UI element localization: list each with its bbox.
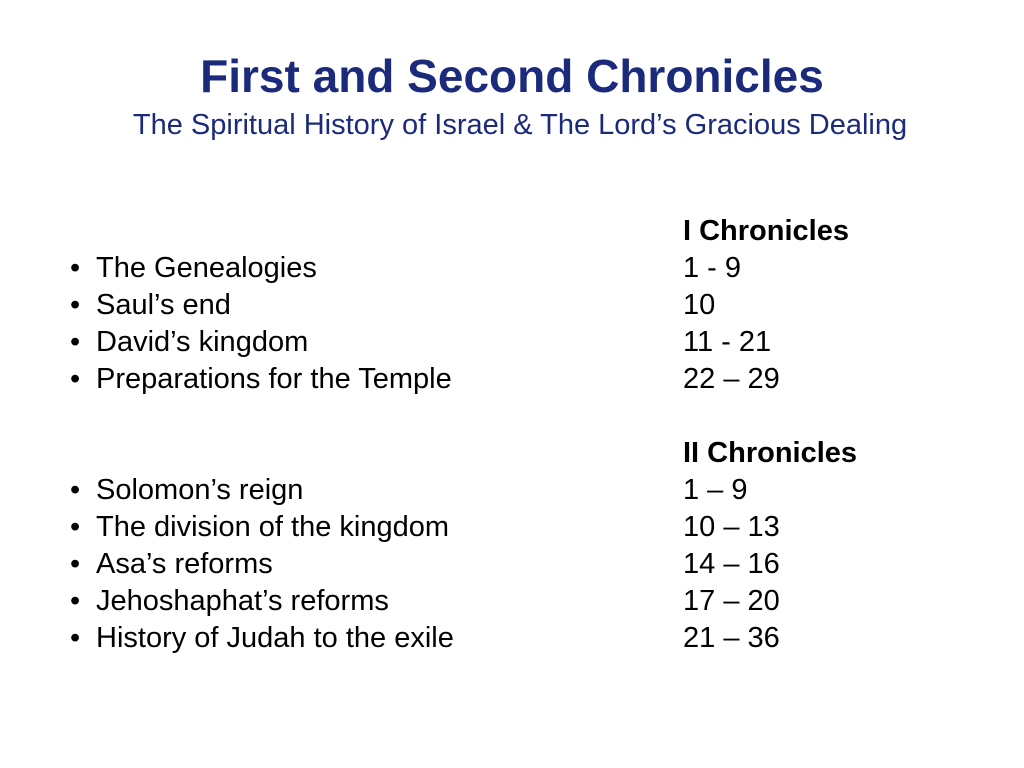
bullet-icon: • xyxy=(70,622,81,654)
chapter-range: 11 - 21 xyxy=(683,326,772,358)
chapter-range: 22 – 29 xyxy=(683,363,780,395)
list-item xyxy=(70,287,950,324)
bullet-icon: • xyxy=(70,326,81,358)
chapter-range: 1 – 9 xyxy=(683,474,748,506)
list-item xyxy=(70,361,950,398)
list-item xyxy=(70,324,950,361)
list-item-label: Jehoshaphat’s reforms xyxy=(96,585,389,617)
list-item xyxy=(70,620,950,657)
list-item xyxy=(70,509,950,546)
section-heading-i-chronicles: I Chronicles xyxy=(683,215,849,247)
list-item-label: Preparations for the Temple xyxy=(96,363,452,395)
list-item xyxy=(70,546,950,583)
chapter-range: 21 – 36 xyxy=(683,622,780,654)
chapter-range: 14 – 16 xyxy=(683,548,780,580)
bullet-icon: • xyxy=(70,363,81,395)
chapter-range: 17 – 20 xyxy=(683,585,780,617)
list-item-label: Solomon’s reign xyxy=(96,474,304,506)
bullet-icon: • xyxy=(70,585,81,617)
slide-title: First and Second Chronicles xyxy=(200,50,824,102)
list-item xyxy=(70,472,950,509)
bullet-icon: • xyxy=(70,548,81,580)
list-item xyxy=(70,250,950,287)
chapter-range: 10 xyxy=(683,289,716,321)
chapter-range: 1 - 9 xyxy=(683,252,742,284)
list-item-label: History of Judah to the exile xyxy=(96,622,454,654)
list-item xyxy=(70,583,950,620)
slide-subtitle: The Spiritual History of Israel & The Lord’s Gracious Dealing xyxy=(132,109,908,141)
bullet-icon: • xyxy=(70,252,81,284)
chapter-range: 10 – 13 xyxy=(683,511,780,543)
list-item-label: Asa’s reforms xyxy=(96,548,273,580)
section-heading-ii-chronicles: II Chronicles xyxy=(683,437,858,469)
list-item-label: The Genealogies xyxy=(96,252,317,284)
bullet-icon: • xyxy=(70,474,81,506)
list-item-label: Saul’s end xyxy=(96,289,231,321)
list-item-label: The division of the kingdom xyxy=(96,511,450,543)
list-item-label: David’s kingdom xyxy=(96,326,309,358)
bullet-icon: • xyxy=(70,511,81,543)
bullet-icon: • xyxy=(70,289,81,321)
